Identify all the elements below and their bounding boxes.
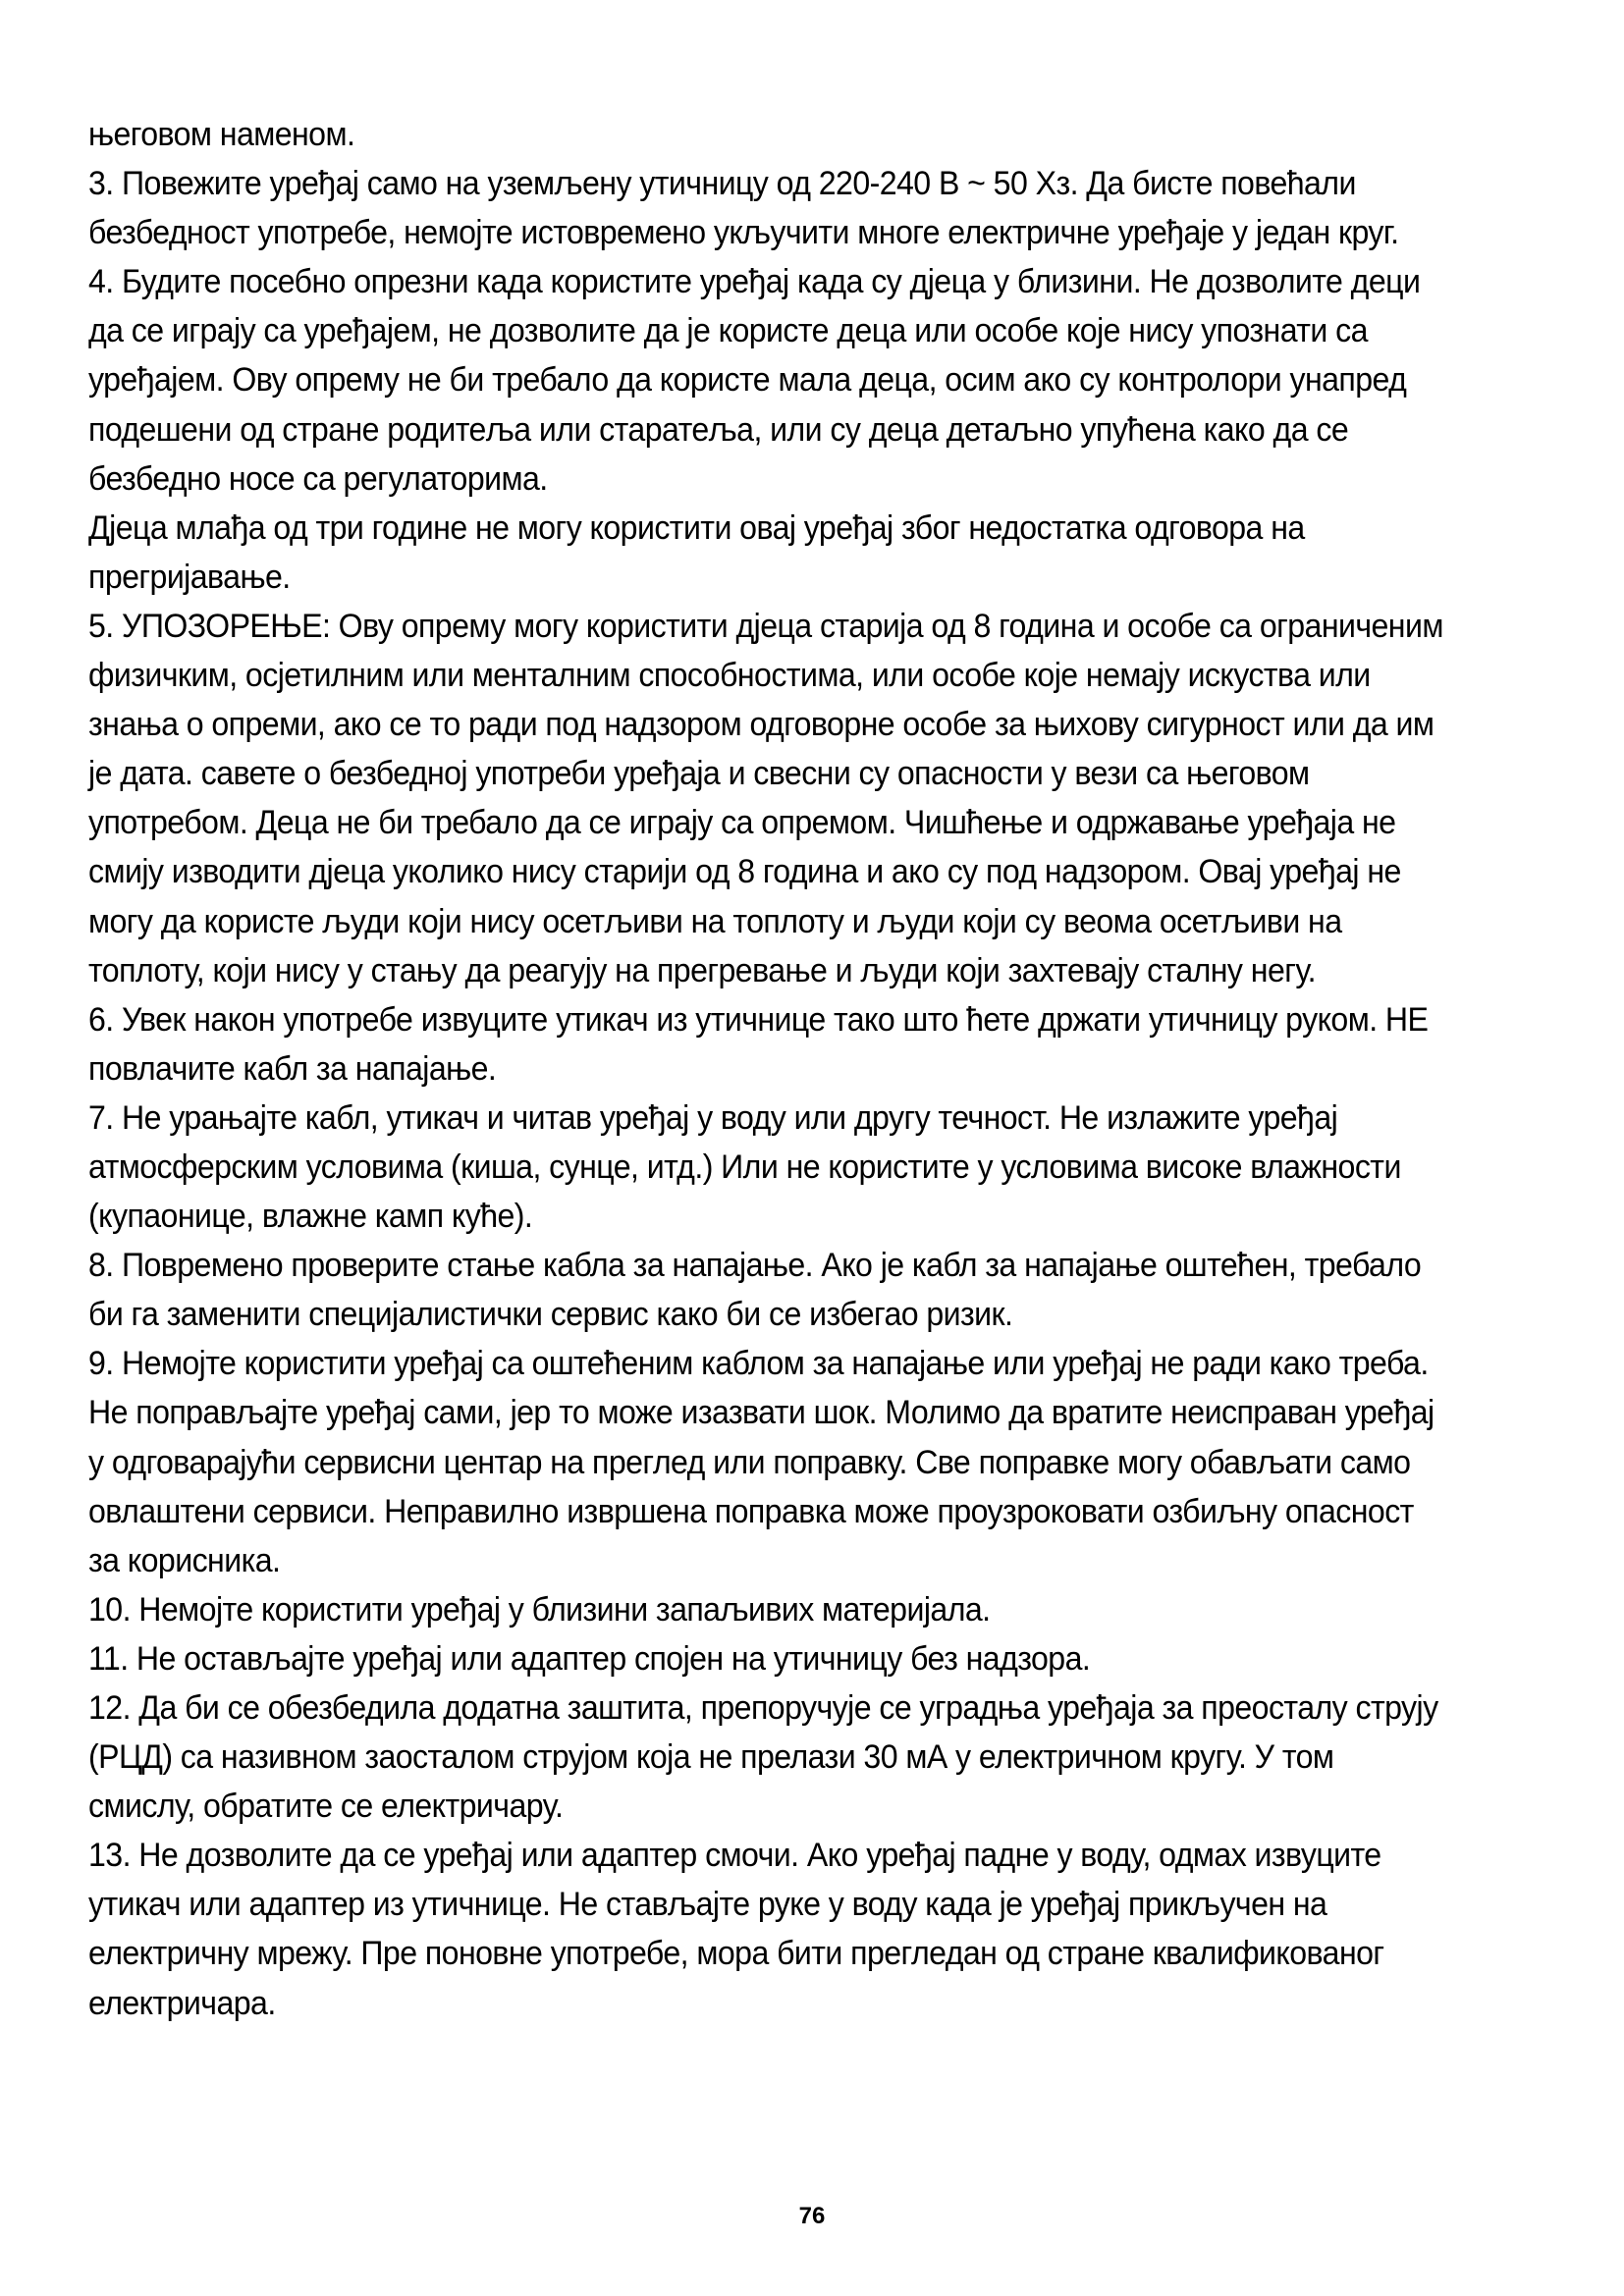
paragraph-item-11: 11. Не остављајте уређај или адаптер спојен на утичницу без надзора. [88, 1639, 1091, 1678]
paragraph-item-5-warning: 5. УПОЗОРЕЊЕ: Ову опрему могу користити дјеца старија од 8 година и особе са ограниченим физичким, осјетилним или менталним способностима, или особе које немају искуства или знања о опреми, ако се то ради под надзором одговорне особе за њихову сигурност или да им је дата. савете о безбедној употреби уређаја и свесни су опасности у вези са његовом употребом. Деца не би требало да се играју са опремом. Чишћење и одржавање уређаја не смију изводити дјеца уколико нису старији од 8 година и ако су под надзором. Овај уређај не могу да користе људи који нису осетљиви на топлоту и људи који су веома осетљиви на топлоту, који нису у стању да реагују на прегревање и људи који захтевају сталну негу. [88, 607, 1443, 989]
paragraph-item-13: 13. Не дозволите да се уређај или адаптер смочи. Ако уређај падне у воду, одмах извуците утикач или адаптер из утичнице. Не стављајте руке у воду када је уређај прикључен на електричну мрежу. Пре поновне употребе, мора бити прегледан од стране квалификованог електричара. [88, 1837, 1384, 2022]
paragraph-item-12: 12. Да би се обезбедила додатна заштита, препоручује се уградња уређаја за преосталу струју (РЦД) са називном заосталом струјом која не прелази 30 мА у електричном кругу. У том смислу, обратите се електричару. [88, 1689, 1438, 1826]
paragraph-item-10: 10. Немојте користити уређај у близини запаљивих материјала. [88, 1590, 991, 1629]
paragraph-item-9: 9. Немојте користити уређај са оштећеним каблом за напајање или уређај не ради како треба. Не поправљајте уређај сами, јер то може изазвати шок. Молимо да вратите неисправан уређај у одговарајући сервисни центар на преглед или поправку. Све поправке могу обављати само овлаштени сервиси. Неправилно извршена поправка може проузроковати озбиљну опасност за корисника. [88, 1345, 1435, 1579]
body-text [88, 110, 1445, 2028]
paragraph-item-4-note: Дјеца млађа од три године не могу користити овај уређај због недостатка одговора на прегријавање. [88, 508, 1305, 596]
paragraph-item-8: 8. Повремено проверите стање кабла за напајање. Ако је кабл за напајање оштећен, требало би га заменити специјалистички сервис како би се избегао ризик. [88, 1247, 1422, 1334]
paragraph-item-3: 3. Повежите уређај само на уземљену утичницу од 220-240 В ~ 50 Хз. Да бисте повећали безбедност употребе, немојте истовремено укључити многе електричне уређаје у један круг. [88, 165, 1399, 252]
page-number: 76 [798, 2203, 826, 2229]
paragraph-item-6: 6. Увек након употребе извуците утикач из утичнице тако што ћете држати утичницу руком. НЕ повлачите кабл за напајање. [88, 1000, 1429, 1088]
paragraph-item-4: 4. Будите посебно опрезни када користите уређај када су дјеца у близини. Не дозволите деци да се играју са уређајем, не дозволите да је користе деца или особе које нису упознати са уређајем. Ову опрему не би требало да користе мала деца, осим ако су контролори унапред подешени од стране родитеља или старатеља, или су деца детаљно упућена како да се безбедно носе са регулаторима. [88, 263, 1421, 498]
paragraph-continuation: његовом наменом. [88, 116, 355, 153]
paragraph-item-7: 7. Не урањајте кабл, утикач и читав уређај у воду или другу течност. Не излажите уређај атмосферским условима (киша, сунце, итд.) Или не користите у условима високе влажности (купаонице, влажне камп куће). [88, 1098, 1401, 1236]
